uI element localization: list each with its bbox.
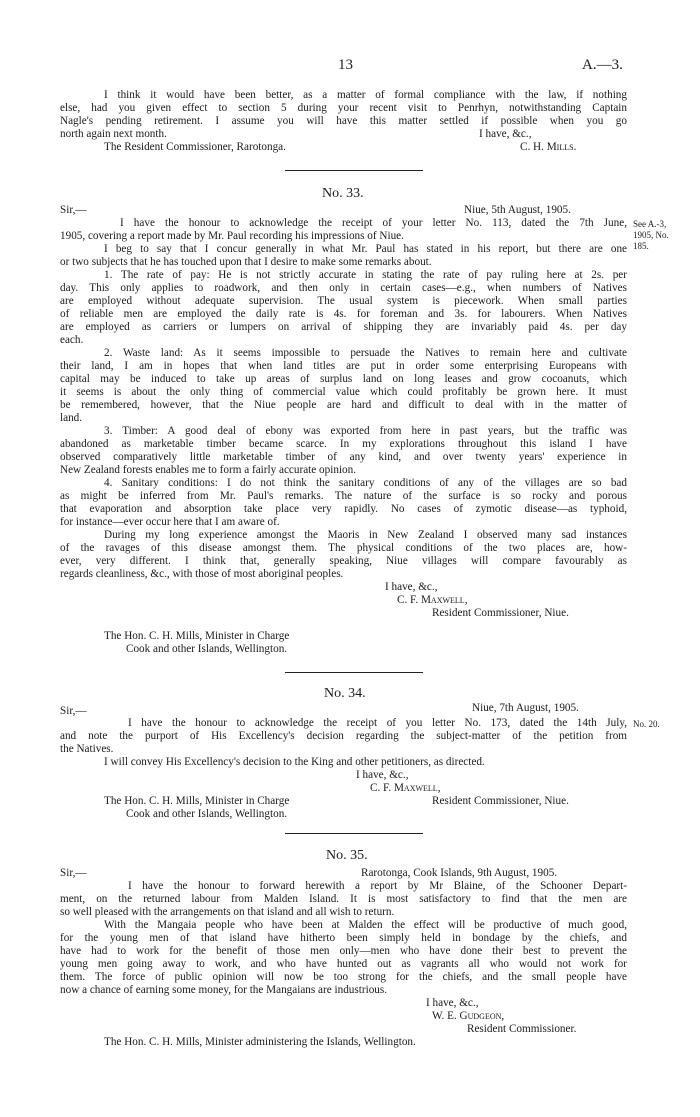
salutation: Sir,— (60, 867, 87, 879)
section-divider (285, 833, 423, 834)
body-line: day. This only applies to roadwork, and then only in certain cases—e.g., when numbers of Natives (60, 282, 627, 294)
margin-note: 185. (633, 241, 649, 251)
letter-number: No. 35. (326, 848, 368, 863)
body-line: of the ravages of this disease amongst them. The physical conditions of the two places are, how- (60, 542, 627, 554)
body-line: for the young men of that island have hitherto been simply held in bondage by the chiefs, and (60, 932, 627, 944)
body-line: the Natives. (60, 743, 114, 755)
place-date: Niue, 7th August, 1905. (472, 702, 579, 714)
body-line: as might be inferred from Mr. Paul's remarks. The nature of the surface is so rocky and porous (60, 490, 627, 502)
body-line: are employed as carriers or lumpers on arrival of shipping they are invariably paid 4s. per day (60, 321, 627, 333)
body-line: regards cleanliness, &c., with those of most aboriginal peoples. (60, 568, 344, 580)
body-line: New Zealand forests enables me to form a fairly accurate opinion. (60, 464, 357, 476)
body-line: ever, very different. I think that, generally speaking, Niue villages will compare favourably as (60, 555, 627, 567)
body-line: observed comparatively little marketable timber of any kind, and over twenty years' experience in (60, 451, 627, 463)
body-line: I have the honour to acknowledge the receipt of your letter No. 113, dated the 7th June, (120, 217, 627, 229)
signatory-title: Resident Commissioner, Niue. (432, 607, 569, 619)
closing: I have, &c., (385, 581, 438, 593)
section-divider (285, 170, 423, 171)
place-date: Rarotonga, Cook Islands, 9th August, 1905. (361, 867, 558, 879)
body-line: I will convey His Excellency's decision to the King and other petitioners, as directed. (104, 756, 485, 768)
closing: I have, &c., (479, 128, 532, 140)
body-line: I beg to say that I concur generally in what Mr. Paul has stated in his report, but there are one (104, 243, 627, 255)
body-line: each. (60, 334, 84, 346)
body-line: With the Mangaia people who have been at Malden the effect will be productive of much good, (104, 919, 627, 931)
body-line: now a chance of earning some money, for the Mangaians are industrious. (60, 984, 388, 996)
body-line: capital may be induced to take up areas of surplus land on long leases and grow cocoanuts, which (60, 373, 627, 385)
signatory-title: Resident Commissioner. (467, 1023, 577, 1035)
salutation: Sir,— (60, 204, 87, 216)
body-line: of reliable men are employed the daily rate is 4s. for foreman and 3s. for labourers. When Natives (60, 308, 627, 320)
body-line: land. (60, 412, 83, 424)
signature: W. E. Gudgeon, (432, 1010, 505, 1022)
intro-line: north again next month. (60, 128, 167, 140)
body-line: be remembered, however, that the Niue people are hard and difficult to deal with in the matter of (60, 399, 627, 411)
margin-note: No. 20. (633, 719, 660, 729)
body-line: I have the honour to forward herewith a report by Mr Blaine, of the Schooner Depart- (128, 880, 627, 892)
body-line: ment, on the returned labour from Malden Island. It is most satisfactory to find that the men are (60, 893, 627, 905)
addressee: Cook and other Islands, Wellington. (126, 808, 288, 820)
letter-number: No. 33. (322, 186, 364, 201)
addressee: The Resident Commissioner, Rarotonga. (104, 141, 286, 153)
addressee: The Hon. C. H. Mills, Minister in Charge (104, 630, 290, 642)
section-divider (285, 672, 423, 673)
addressee: The Hon. C. H. Mills, Minister in Charge (104, 795, 290, 807)
body-line: 1. The rate of pay: He is not strictly accurate in stating the rate of pay ruling here at 2s. per (104, 269, 627, 281)
signature: C. H. Mills. (520, 141, 577, 153)
body-line: During my long experience amongst the Maoris in New Zealand I observed many sad instances (104, 529, 627, 541)
body-line: have had to work for the benefit of those men only—men who have done their best to prevent the (60, 945, 627, 957)
body-line: are employed without adequate supervision. The usual system is piecework. When small parties (60, 295, 627, 307)
signatory-title: Resident Commissioner, Niue. (432, 795, 569, 807)
body-line: for instance—ever occur here that I am aware of. (60, 516, 280, 528)
intro-line: I think it would have been better, as a matter of formal compliance with the law, if nothing (104, 89, 627, 101)
body-line: 1905, covering a report made by Mr. Paul recording his impressions of Niue. (60, 230, 404, 242)
place-date: Niue, 5th August, 1905. (464, 204, 571, 216)
page-number: 13 (338, 57, 353, 73)
intro-line: Nagle's pending retirement. I assume you will have this matter settled if possible when you go (60, 115, 627, 127)
closing: I have, &c., (356, 769, 409, 781)
body-line: 2. Waste land: As it seems impossible to persuade the Natives to remain here and cultivate (104, 347, 627, 359)
intro-line: else, had you given effect to section 5 during your recent visit to Penrhyn, notwithstanding Captain (60, 102, 627, 114)
body-line: abandoned as marketable timber became scarce. In my explorations throughout this island I have (60, 438, 627, 450)
body-line: or two subjects that he has touched upon that I desire to make some remarks about. (60, 256, 432, 268)
signature: C. F. Maxwell, (397, 594, 468, 606)
body-line: their land, I am in hopes that when land titles are put in order some enterprising Europeans with (60, 360, 627, 372)
body-line: them. The force of public opinion will now be too strong for the chiefs, and the small people have (60, 971, 627, 983)
body-line: I have the honour to acknowledge the receipt of you letter No. 173, dated the 14th July, (128, 717, 627, 729)
body-line: that evaporation and absorption take place very rapidly. No cases of zymotic disease—as typhoid, (60, 503, 627, 515)
body-line: 3. Timber: A good deal of ebony was exported from here in past years, but the traffic was (104, 425, 627, 437)
addressee: Cook and other Islands, Wellington. (126, 643, 288, 655)
margin-note: 1905, No. (633, 230, 669, 240)
closing: I have, &c., (426, 997, 479, 1009)
letter-number: No. 34. (324, 686, 366, 701)
body-line: so well pleased with the arrangements on that island and all wish to return. (60, 906, 395, 918)
signature: C. F. Maxwell, (370, 782, 441, 794)
addressee: The Hon. C. H. Mills, Minister administering the Islands, Wellington. (104, 1036, 416, 1048)
document-reference: A.—3. (582, 57, 623, 73)
body-line: young men going away to work, and who have hunted out as vagrants all who would not work for (60, 958, 627, 970)
body-line: 4. Sanitary conditions: I do not think the sanitary conditions of any of the villages are so bad (104, 477, 627, 489)
body-line: it seems is about the only thing of commercial value which could profitably be grown here. It must (60, 386, 627, 398)
body-line: and note the purport of His Excellency's decision regarding the subject-matter of the petition from (60, 730, 627, 742)
margin-note: See A.-3, (633, 219, 667, 229)
salutation: Sir,— (60, 705, 87, 717)
